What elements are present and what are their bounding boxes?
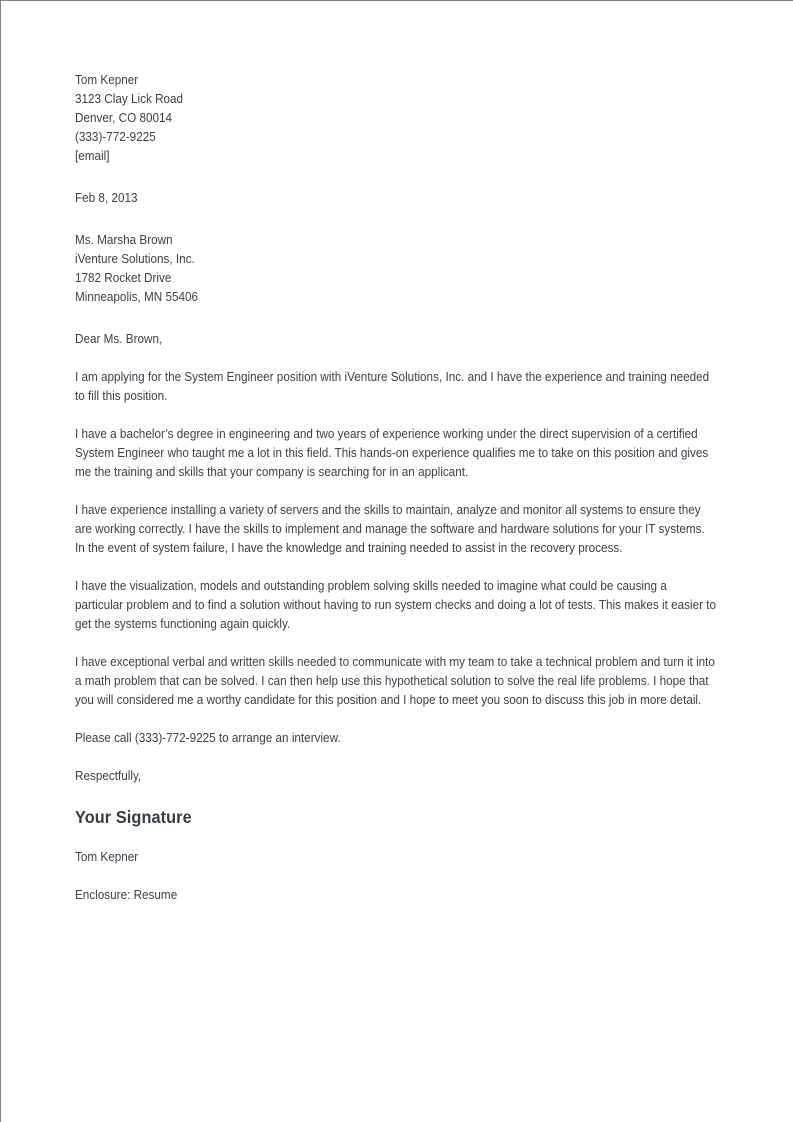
sender-name: Tom Kepner bbox=[75, 73, 139, 87]
sender-phone: (333)-772-9225 bbox=[75, 130, 156, 144]
body-paragraph-1: I am applying for the System Engineer position with iVenture Solutions, Inc. and I have the experience and training needed to fill this position. bbox=[75, 370, 710, 403]
sender-email: [email] bbox=[75, 149, 110, 163]
signature-line: Your Signature bbox=[75, 807, 192, 827]
body-paragraph-4: I have the visualization, models and outstanding problem solving skills needed to imagine what could be causing a particular problem and to find a solution without having to run system checks and doing a lot of tests. This makes it easier to get the systems functioning again quickly. bbox=[75, 579, 717, 631]
letter-date bbox=[75, 189, 717, 208]
letter-body bbox=[75, 71, 717, 905]
sender-address-block bbox=[75, 71, 717, 166]
recipient-street: 1782 Rocket Drive bbox=[75, 271, 172, 285]
recipient-city-state-zip: Minneapolis, MN 55406 bbox=[75, 290, 199, 304]
closing-salutation: Respectfully, bbox=[75, 769, 142, 783]
signer-name: Tom Kepner bbox=[75, 850, 139, 864]
recipient-company: iVenture Solutions, Inc. bbox=[75, 252, 195, 266]
body-paragraph-3: I have experience installing a variety of servers and the skills to maintain, analyze and monitor all systems to ensure they are working correctly. I have the skills to implement and manage the software and hardware solutions for your IT systems. In the event of system failure, I have the knowledge and training needed to assist in the recovery process. bbox=[75, 503, 705, 555]
sender-city-state-zip: Denver, CO 80014 bbox=[75, 111, 173, 125]
sender-street: 3123 Clay Lick Road bbox=[75, 92, 184, 106]
date-text: Feb 8, 2013 bbox=[75, 191, 138, 205]
body-paragraph-2: I have a bachelor’s degree in engineering and two years of experience working under the direct supervision of a certified System Engineer who taught me a lot in this field. This hands-on experience qualifies me to take on this position and gives me the training and skills that your company is searching for in an applicant. bbox=[75, 427, 709, 479]
recipient-address-block bbox=[75, 231, 717, 307]
salutation: Dear Ms. Brown, bbox=[75, 332, 163, 346]
body-paragraph-5: I have exceptional verbal and written skills needed to communicate with my team to take a technical problem and turn it into a math problem that can be solved. I can then help use this hypothetical solution to solve the real life problems. I hope that you will considered me a worthy candidate for this position and I hope to meet you soon to discuss this job in more detail. bbox=[75, 655, 715, 707]
body-paragraph-6: Please call (333)-772-9225 to arrange an interview. bbox=[75, 731, 341, 745]
recipient-name: Ms. Marsha Brown bbox=[75, 233, 173, 247]
enclosure-note: Enclosure: Resume bbox=[75, 888, 178, 902]
